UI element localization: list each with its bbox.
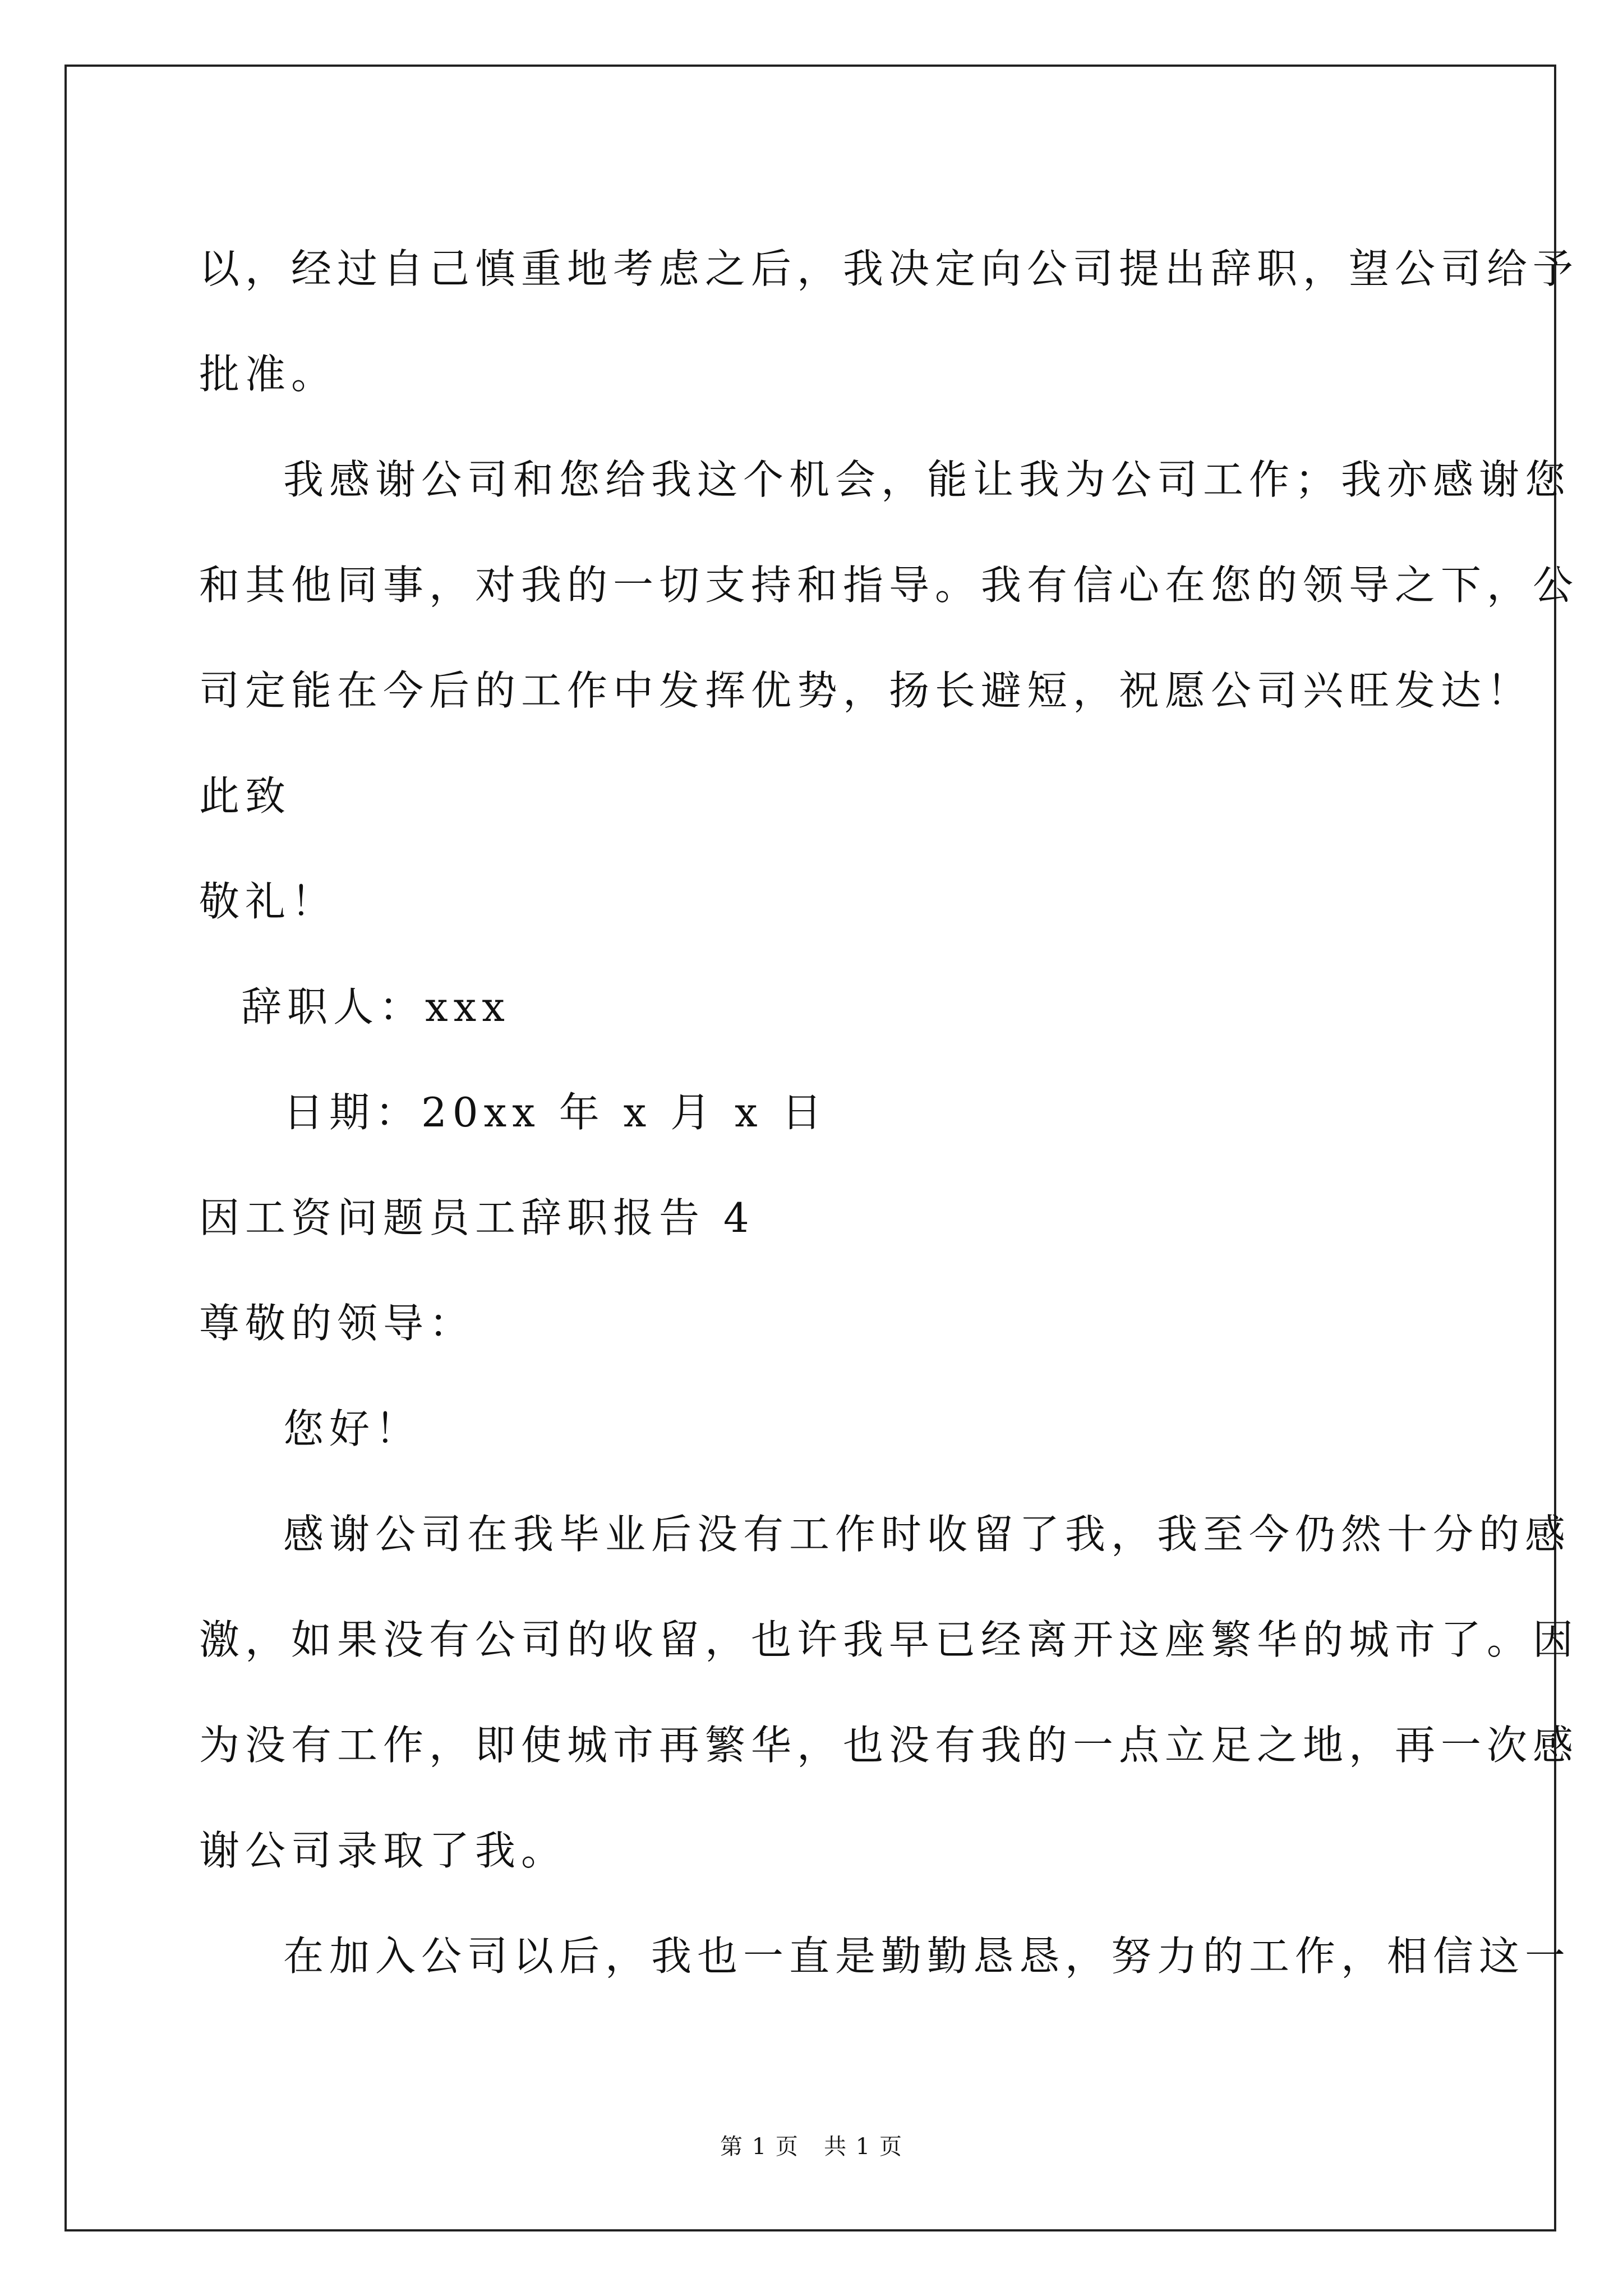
paragraph-line: 感谢公司在我毕业后没有工作时收留了我，我至今仍然十分的感 [283, 1511, 1571, 1558]
greeting: 您好！ [283, 1405, 422, 1452]
closing-regards: 敬礼！ [199, 878, 338, 925]
paragraph-line: 批准。 [199, 351, 338, 398]
signature-resigner: 辞职人：xxx [241, 983, 510, 1030]
paragraph-line: 在加入公司以后，我也一直是勤勤恳恳，努力的工作，相信这一 [283, 1932, 1571, 1980]
paragraph-line: 以，经过自己慎重地考虑之后，我决定向公司提出辞职，望公司给予 [199, 245, 1579, 292]
paragraph-line: 和其他同事，对我的一切支持和指导。我有信心在您的领导之下，公 [199, 562, 1579, 609]
paragraph-line: 为没有工作，即使城市再繁华，也没有我的一点立足之地，再一次感 [199, 1722, 1579, 1769]
paragraph-line: 激，如果没有公司的收留，也许我早已经离开这座繁华的城市了。因 [199, 1616, 1579, 1663]
paragraph-line: 司定能在今后的工作中发挥优势，扬长避短，祝愿公司兴旺发达！ [199, 667, 1533, 714]
closing-salutation: 此致 [199, 772, 292, 820]
section-title: 因工资问题员工辞职报告 4 [199, 1194, 755, 1241]
paragraph-line: 谢公司录取了我。 [199, 1827, 568, 1874]
paragraph-line: 我感谢公司和您给我这个机会，能让我为公司工作；我亦感谢您 [283, 456, 1571, 503]
signature-date: 日期：20xx 年 x 月 x 日 [283, 1089, 828, 1136]
page-footer: 第 1 页 共 1 页 [720, 2134, 903, 2160]
greeting-recipient: 尊敬的领导： [199, 1300, 476, 1347]
document-body [199, 216, 1579, 2009]
